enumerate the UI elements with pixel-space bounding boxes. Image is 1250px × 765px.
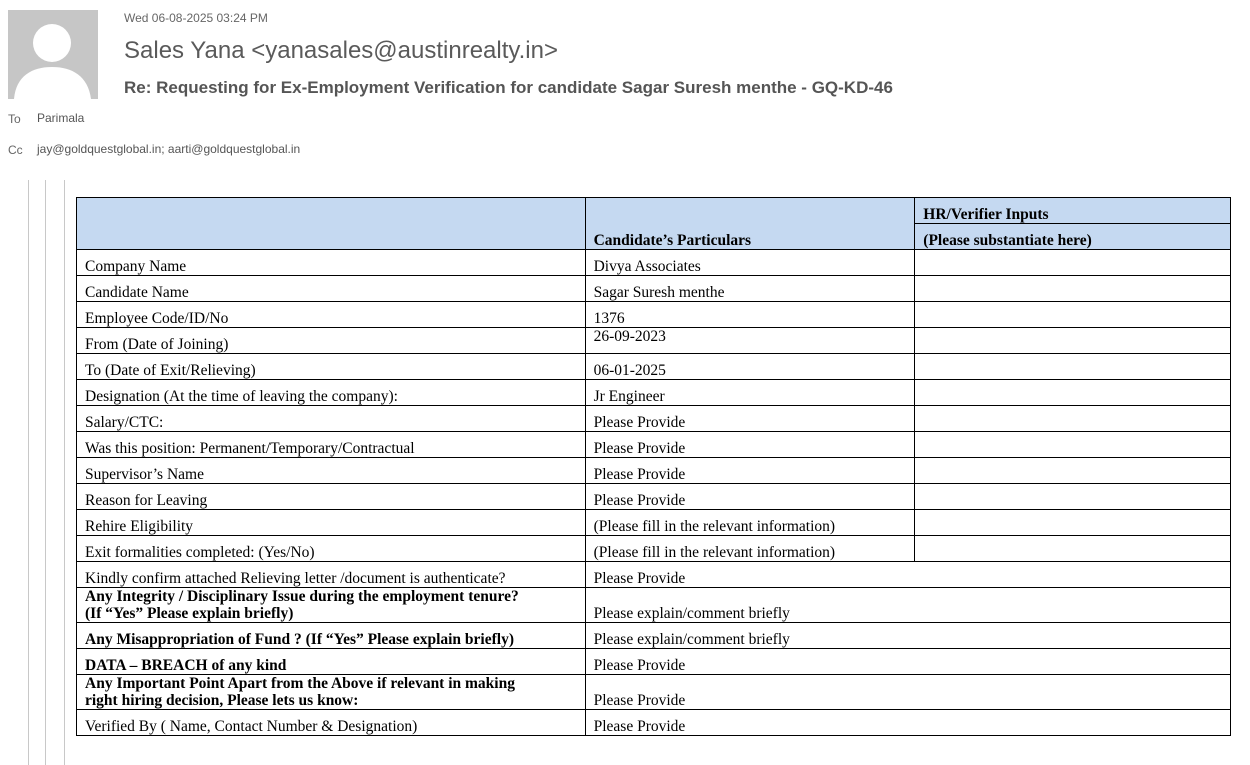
verifier-input: [915, 484, 1231, 510]
field-label-line: Any Integrity / Disciplinary Issue during the employment tenure?: [85, 588, 519, 605]
field-value: Please Provide: [585, 484, 915, 510]
table-row: [77, 380, 1231, 406]
field-label: Company Name: [77, 250, 586, 276]
field-label: Verified By ( Name, Contact Number & Designation): [77, 710, 586, 736]
field-value: Please Provide: [585, 710, 1230, 736]
verifier-input: [915, 328, 1231, 354]
table-row: [77, 302, 1231, 328]
cc-label: Cc: [8, 143, 23, 157]
field-value: Divya Associates: [585, 250, 915, 276]
verification-table: [76, 197, 1231, 736]
field-value: Please explain/comment briefly: [585, 623, 1230, 649]
verifier-input: [915, 276, 1231, 302]
table-row: [77, 432, 1231, 458]
person-silhouette-icon: [8, 10, 98, 99]
field-label: Supervisor’s Name: [77, 458, 586, 484]
table-row: [77, 276, 1231, 302]
field-value: Please explain/comment briefly: [585, 588, 1230, 623]
field-label: To (Date of Exit/Relieving): [77, 354, 586, 380]
field-label: Kindly confirm attached Relieving letter /document is authenticate?: [77, 562, 586, 588]
verifier-input: [915, 354, 1231, 380]
sender-name[interactable]: Sales Yana <yanasales@austinrealty.in>: [124, 37, 558, 64]
verifier-input: [915, 536, 1231, 562]
field-value: Jr Engineer: [585, 380, 915, 406]
header-particulars: Candidate’s Particulars: [585, 198, 915, 250]
field-value: Please Provide: [585, 432, 915, 458]
field-label: [77, 675, 586, 710]
field-label: Was this position: Permanent/Temporary/Contractual: [77, 432, 586, 458]
table-row: [77, 328, 1231, 354]
email-subject: Re: Requesting for Ex-Employment Verification for candidate Sagar Suresh menthe - GQ-KD-46: [124, 78, 893, 97]
quote-divider: [45, 180, 46, 765]
to-label: To: [8, 112, 21, 126]
field-label: Reason for Leaving: [77, 484, 586, 510]
field-label: Salary/CTC:: [77, 406, 586, 432]
verifier-input: [915, 458, 1231, 484]
field-label: Any Misappropriation of Fund ? (If “Yes” Please explain briefly): [77, 623, 586, 649]
field-value: Sagar Suresh menthe: [585, 276, 915, 302]
field-label: Employee Code/ID/No: [77, 302, 586, 328]
field-label: DATA – BREACH of any kind: [77, 649, 586, 675]
cc-recipients[interactable]: jay@goldquestglobal.in; aarti@goldquestglobal.in: [37, 142, 301, 156]
table-row: [77, 250, 1231, 276]
header-row: [77, 198, 1231, 224]
table-row: [77, 458, 1231, 484]
field-label-line: right hiring decision, Please lets us know:: [85, 692, 359, 709]
verifier-input: [915, 302, 1231, 328]
quote-divider: [64, 180, 65, 765]
verifier-input: [915, 380, 1231, 406]
table-row: [77, 406, 1231, 432]
verifier-input: [915, 406, 1231, 432]
field-label: Rehire Eligibility: [77, 510, 586, 536]
table-row: [77, 675, 1231, 710]
table-row: [77, 588, 1231, 623]
field-value: 1376: [585, 302, 915, 328]
field-value: 26-09-2023: [585, 328, 915, 354]
field-value: (Please fill in the relevant information): [585, 536, 915, 562]
table-row: [77, 484, 1231, 510]
field-label: Exit formalities completed: (Yes/No): [77, 536, 586, 562]
field-value: Please Provide: [585, 649, 1230, 675]
header-blank-cell: [77, 198, 586, 250]
field-label: Designation (At the time of leaving the company):: [77, 380, 586, 406]
sender-avatar: [8, 10, 98, 99]
field-value: Please Provide: [585, 406, 915, 432]
table-row: [77, 354, 1231, 380]
table-row: [77, 623, 1231, 649]
field-value: (Please fill in the relevant information): [585, 510, 915, 536]
header-hr-substantiate: (Please substantiate here): [915, 224, 1231, 250]
field-label-line: Any Important Point Apart from the Above if relevant in making: [85, 675, 515, 692]
field-value: Please Provide: [585, 562, 1230, 588]
table-row: [77, 562, 1231, 588]
verifier-input: [915, 510, 1231, 536]
field-label-line: (If “Yes” Please explain briefly): [85, 605, 294, 622]
to-recipient[interactable]: Parimala: [37, 111, 85, 125]
table-row: [77, 649, 1231, 675]
field-value: 06-01-2025: [585, 354, 915, 380]
table-row: [77, 536, 1231, 562]
verifier-input: [915, 250, 1231, 276]
field-label: Candidate Name: [77, 276, 586, 302]
sent-date: Wed 06-08-2025 03:24 PM: [124, 11, 268, 25]
field-value: Please Provide: [585, 458, 915, 484]
field-label: [77, 588, 586, 623]
table-row: [77, 510, 1231, 536]
table-row: [77, 710, 1231, 736]
verifier-input: [915, 432, 1231, 458]
field-value: Please Provide: [585, 675, 1230, 710]
field-label: From (Date of Joining): [77, 328, 586, 354]
quote-divider: [28, 180, 29, 765]
header-hr-inputs: HR/Verifier Inputs: [915, 198, 1231, 224]
